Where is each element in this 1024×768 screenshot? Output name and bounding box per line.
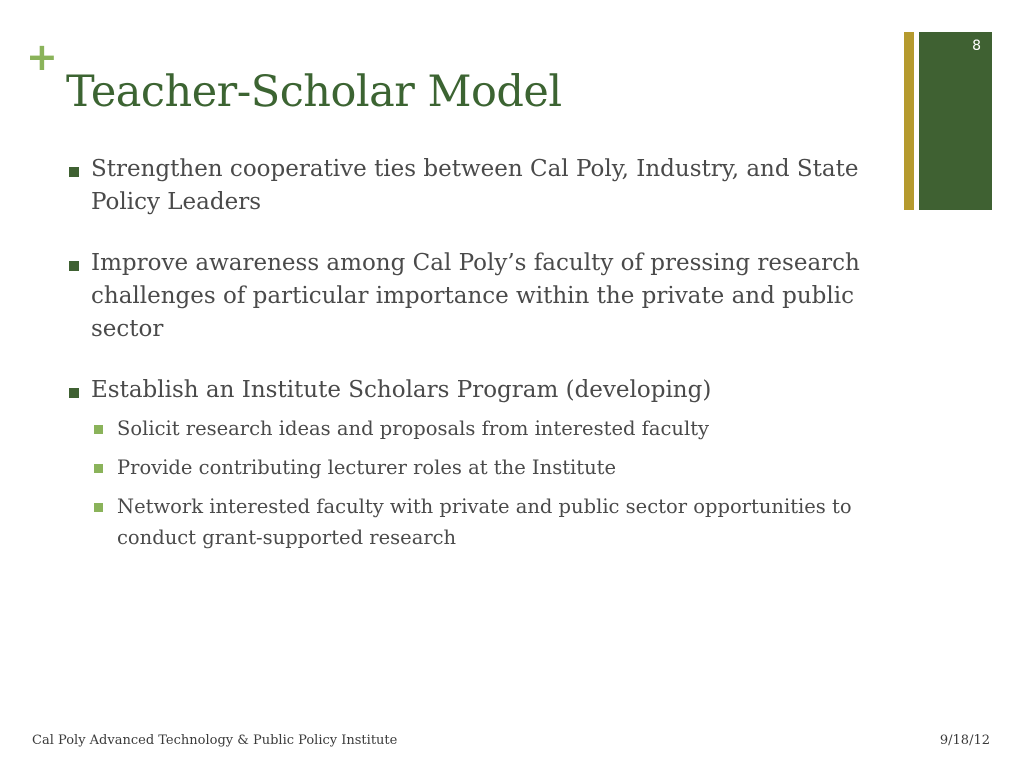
accent-bar-green [919, 32, 992, 210]
bullet-item [66, 153, 886, 219]
square-bullet-icon [69, 261, 79, 271]
bullet-item [66, 374, 886, 553]
square-sub-bullet-icon [94, 425, 103, 434]
sub-bullet-item [91, 413, 886, 444]
square-bullet-icon [69, 388, 79, 398]
bullet-text: Improve awareness among Cal Poly’s faculty of pressing research challenges of particular importance within the private and public sector [91, 250, 860, 342]
slide-title: Teacher-Scholar Model [66, 67, 562, 117]
slide-number: 8 [972, 38, 981, 54]
bullet-item [66, 247, 886, 346]
sub-bullet-text: Provide contributing lecturer roles at the Institute [117, 456, 617, 479]
square-bullet-icon [69, 167, 79, 177]
sub-bullet-text: Solicit research ideas and proposals from interested faculty [117, 417, 710, 440]
sub-bullet-text: Network interested faculty with private and public sector opportunities to conduct grant-supported research [117, 495, 852, 549]
plus-icon: + [26, 35, 58, 79]
sub-bullet-list [91, 413, 886, 553]
footer-institute-name: Cal Poly Advanced Technology & Public Policy Institute [32, 733, 398, 748]
square-sub-bullet-icon [94, 503, 103, 512]
sub-bullet-item [91, 452, 886, 483]
square-sub-bullet-icon [94, 464, 103, 473]
bullet-text: Strengthen cooperative ties between Cal Poly, Industry, and State Policy Leaders [91, 156, 859, 215]
footer-date: 9/18/12 [939, 733, 990, 748]
sub-bullet-item [91, 491, 886, 553]
bullet-text: Establish an Institute Scholars Program (developing) [91, 377, 712, 403]
bullet-list [66, 153, 886, 581]
accent-bar-gold [904, 32, 914, 210]
